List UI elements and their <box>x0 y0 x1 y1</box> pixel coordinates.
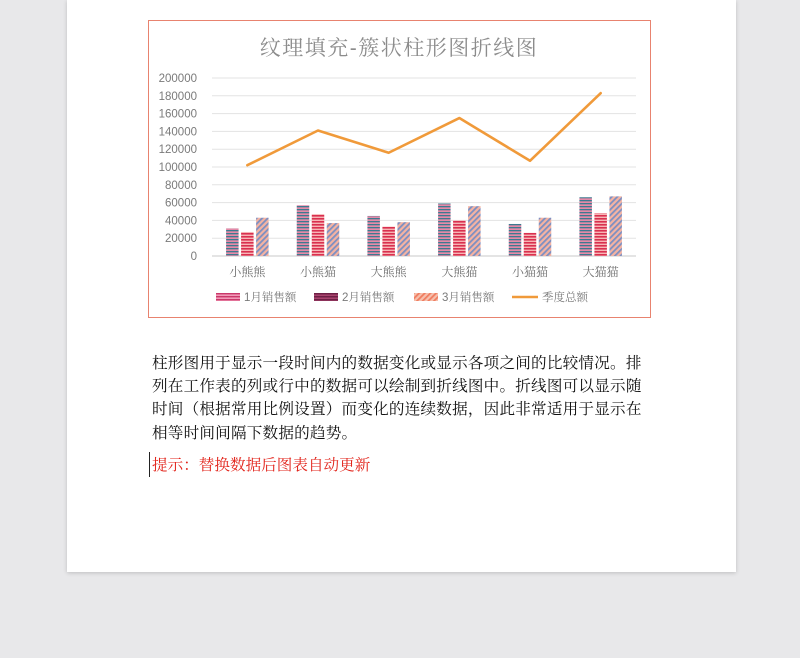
line-series <box>247 93 600 165</box>
chart-title: 纹理填充-簇状柱形图折线图 <box>259 37 539 60</box>
bar-2 <box>594 213 607 256</box>
legend-label: 3月销售额 <box>442 292 495 304</box>
bar-1 <box>297 205 310 256</box>
chart-svg <box>148 20 651 318</box>
x-tick-label: 小猫猫 <box>511 265 549 279</box>
legend-swatch <box>216 293 240 301</box>
bar-1 <box>579 197 592 256</box>
text-cursor <box>149 452 150 477</box>
y-tick-label: 0 <box>190 251 197 263</box>
y-tick-label: 100000 <box>158 162 197 174</box>
bar-1 <box>367 216 380 256</box>
x-tick-label: 大熊熊 <box>370 265 407 279</box>
bar-3 <box>397 222 410 256</box>
y-tick-label: 160000 <box>158 108 197 121</box>
bar-3 <box>468 206 481 256</box>
y-tick-label: 80000 <box>165 179 197 192</box>
legend-label: 季度总额 <box>542 292 588 304</box>
gridlines <box>212 78 636 256</box>
body-paragraph: 柱形图用于显示一段时间内的数据变化或显示各项之间的比较情况。排列在工作表的列或行中的数据可以绘制到折线图中。折线图可以显示随时间（根据常用比例设置）而变化的连续数据，因此非常适用于显示在相等时间间隔下数据的趋势。 <box>152 354 642 442</box>
x-axis-ticks <box>229 264 618 279</box>
y-axis-ticks <box>159 73 197 263</box>
bar-1 <box>509 224 522 256</box>
y-tick-label: 40000 <box>165 215 197 228</box>
legend-swatch <box>314 293 338 301</box>
line-total <box>247 93 600 165</box>
y-tick-label: 200000 <box>158 73 197 85</box>
y-tick-label: 140000 <box>158 126 197 139</box>
y-tick-label: 60000 <box>165 197 197 210</box>
x-tick-label: 小熊熊 <box>229 265 266 279</box>
bar-3 <box>327 223 340 256</box>
y-tick-label: 20000 <box>165 233 197 246</box>
legend-swatch <box>414 293 438 301</box>
y-tick-label: 120000 <box>158 144 197 157</box>
bar-2 <box>382 227 395 256</box>
bar-3 <box>256 218 269 256</box>
bar-3 <box>609 196 622 256</box>
y-tick-label: 180000 <box>158 90 197 103</box>
bar-2 <box>241 232 254 256</box>
bar-1 <box>438 203 451 256</box>
chart-legend <box>216 290 588 304</box>
x-tick-label: 小熊猫 <box>299 265 337 279</box>
legend-label: 1月销售额 <box>244 292 297 304</box>
bar-2 <box>453 220 466 256</box>
bar-3 <box>539 218 552 256</box>
hint-text: 提示：替换数据后图表自动更新 <box>152 456 371 474</box>
bar-1 <box>226 228 239 256</box>
bar-2 <box>312 214 325 256</box>
bar-2 <box>524 233 537 256</box>
bar-series <box>226 196 622 256</box>
x-tick-label: 大猫猫 <box>582 265 619 279</box>
x-tick-label: 大熊猫 <box>441 265 478 279</box>
legend-label: 2月销售额 <box>342 292 395 304</box>
